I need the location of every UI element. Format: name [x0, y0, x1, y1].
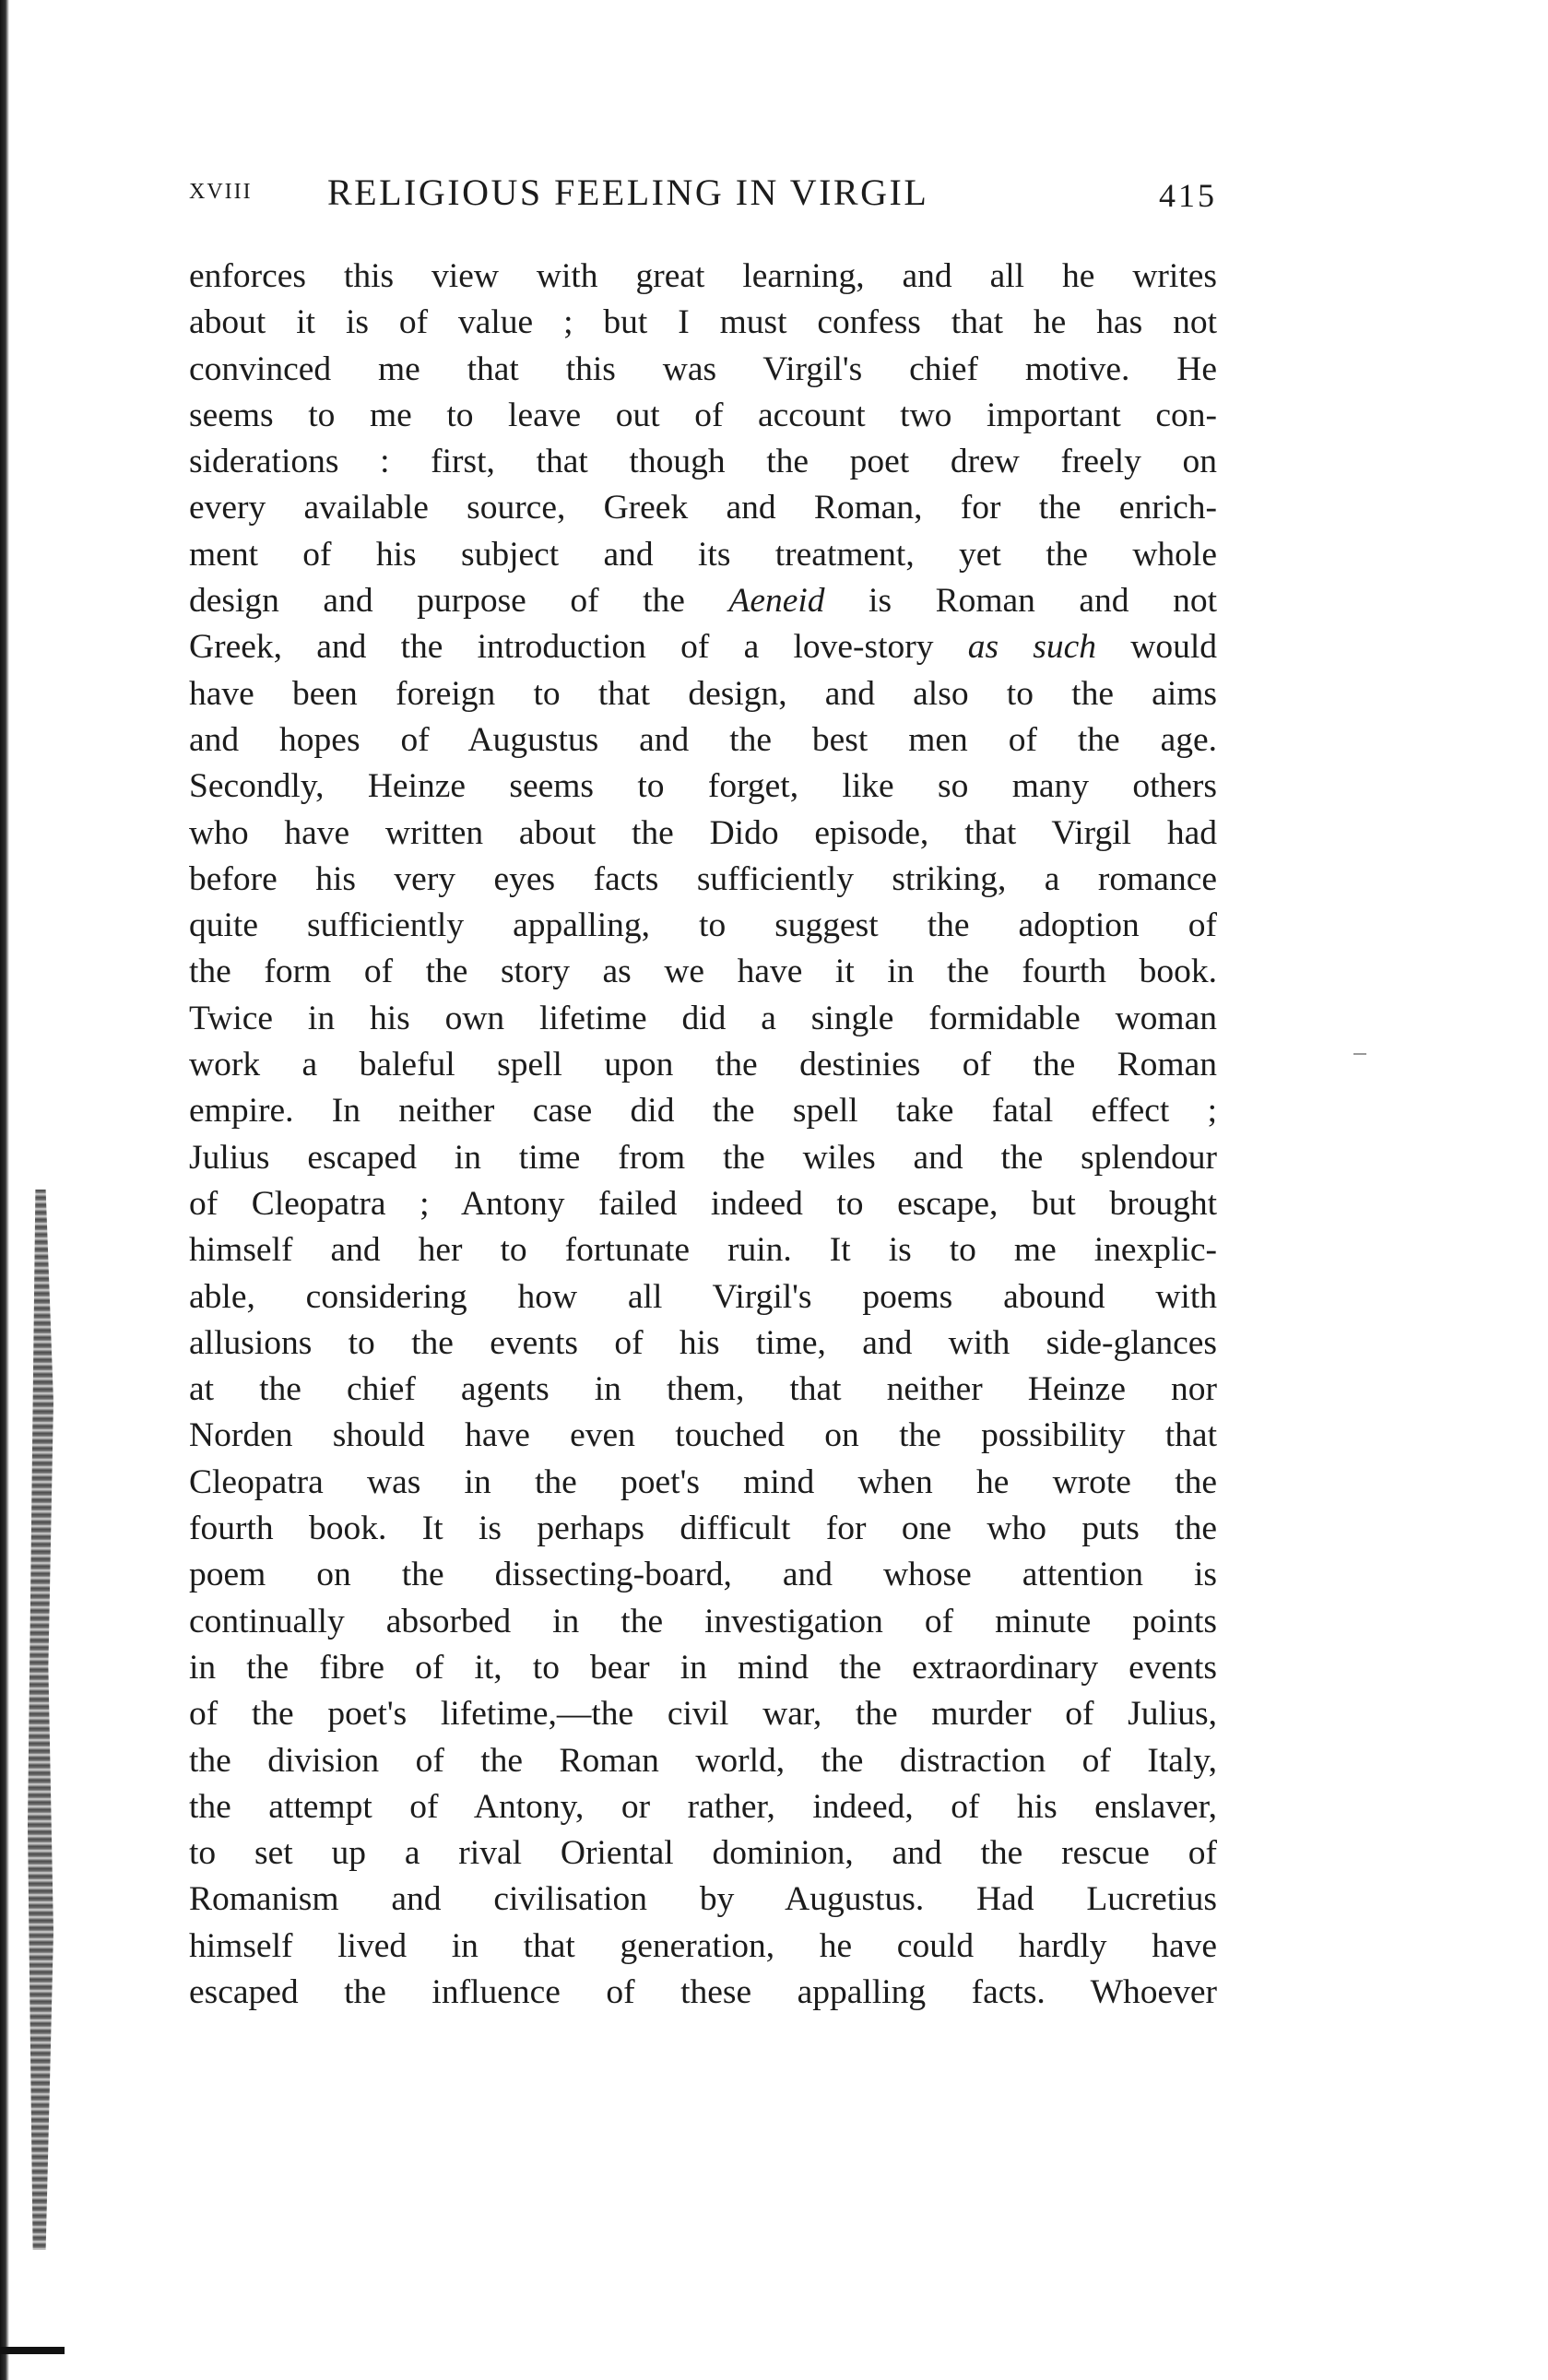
text-line: Julius escaped in time from the wiles and the splendour	[189, 1138, 1217, 1177]
text-line: who have written about the Dido episode, that Virgil had	[189, 813, 1217, 852]
text-line: of the poet's lifetime,—the civil war, the murder of Julius,	[189, 1695, 1217, 1734]
margin-mark	[1353, 1053, 1366, 1055]
italic-title: Aeneid	[728, 582, 825, 621]
text-line: ment of his subject and its treatment, yet the whole	[189, 535, 1217, 574]
text-line: empire. In neither case did the spell take fatal effect ;	[189, 1092, 1217, 1131]
text-line	[189, 624, 1217, 670]
text-line: continually absorbed in the investigation of minute points	[189, 1602, 1217, 1640]
text-line: to set up a rival Oriental dominion, and the rescue of	[189, 1834, 1217, 1873]
text-line	[189, 578, 1217, 624]
text-line: quite sufficiently appalling, to suggest the adoption of	[189, 906, 1217, 945]
text-line: every available source, Greek and Roman, for the enrich-	[189, 489, 1217, 527]
text-line: and hopes of Augustus and the best men of the age.	[189, 720, 1217, 759]
text-line: allusions to the events of his time, and with side-glances	[189, 1323, 1217, 1362]
text-line: poem on the dissecting-board, and whose attention is	[189, 1556, 1217, 1594]
text-line: the attempt of Antony, or rather, indeed, of his enslaver,	[189, 1787, 1217, 1826]
text-line: himself and her to fortunate ruin. It is to me inexplic-	[189, 1231, 1217, 1270]
text-line: escaped the influence of these appalling facts. Whoever	[189, 1972, 1217, 2011]
running-header	[189, 171, 1217, 226]
text-line: enforces this view with great learning, and all he writes	[189, 257, 1217, 295]
text-line: about it is of value ; but I must confess that he has not	[189, 303, 1217, 342]
running-title: RELIGIOUS FEELING IN VIRGIL	[327, 172, 929, 213]
section-number: XVIII	[189, 180, 253, 204]
page-number: 415	[1159, 177, 1217, 214]
text-line: himself lived in that generation, he could hardly have	[189, 1926, 1217, 1965]
text-line: before his very eyes facts sufficiently striking, a romance	[189, 859, 1217, 898]
binding-gutter-shadow	[28, 1190, 53, 2250]
text-line: of Cleopatra ; Antony failed indeed to escape, but brought	[189, 1184, 1217, 1223]
text-line: seems to me to leave out of account two important con-	[189, 396, 1217, 434]
text-line: work a baleful spell upon the destinies of the Roman	[189, 1046, 1217, 1084]
text-line: convinced me that this was Virgil's chief motive. He	[189, 349, 1217, 388]
text-line: fourth book. It is perhaps difficult for one who puts the	[189, 1510, 1217, 1548]
text-line: have been foreign to that design, and also to the aims	[189, 674, 1217, 713]
text-segment: Greek, and the introduction of a love-story	[189, 628, 968, 667]
italic-title: as such	[967, 628, 1097, 667]
book-binding-edge	[0, 0, 9, 2380]
text-segment: would	[1096, 628, 1217, 667]
text-segment: is Roman and not	[824, 582, 1217, 621]
text-line: Cleopatra was in the poet's mind when he wrote the	[189, 1462, 1217, 1501]
scan-corner-mark	[0, 2347, 65, 2354]
text-line: the division of the Roman world, the distraction of Italy,	[189, 1741, 1217, 1780]
body-text	[189, 254, 1217, 2016]
text-line: in the fibre of it, to bear in mind the extraordinary events	[189, 1648, 1217, 1687]
text-line: able, considering how all Virgil's poems abound with	[189, 1277, 1217, 1316]
text-segment: design and purpose of the	[189, 582, 729, 621]
text-line: Norden should have even touched on the possibility that	[189, 1416, 1217, 1455]
text-line: Twice in his own lifetime did a single formidable woman	[189, 999, 1217, 1037]
text-line: the form of the story as we have it in the fourth book.	[189, 953, 1217, 991]
text-line: Romanism and civilisation by Augustus. Had Lucretius	[189, 1880, 1217, 1919]
text-line: Secondly, Heinze seems to forget, like so many others	[189, 767, 1217, 806]
text-line: at the chief agents in them, that neither Heinze nor	[189, 1370, 1217, 1409]
text-line: siderations : first, that though the poet drew freely on	[189, 443, 1217, 481]
